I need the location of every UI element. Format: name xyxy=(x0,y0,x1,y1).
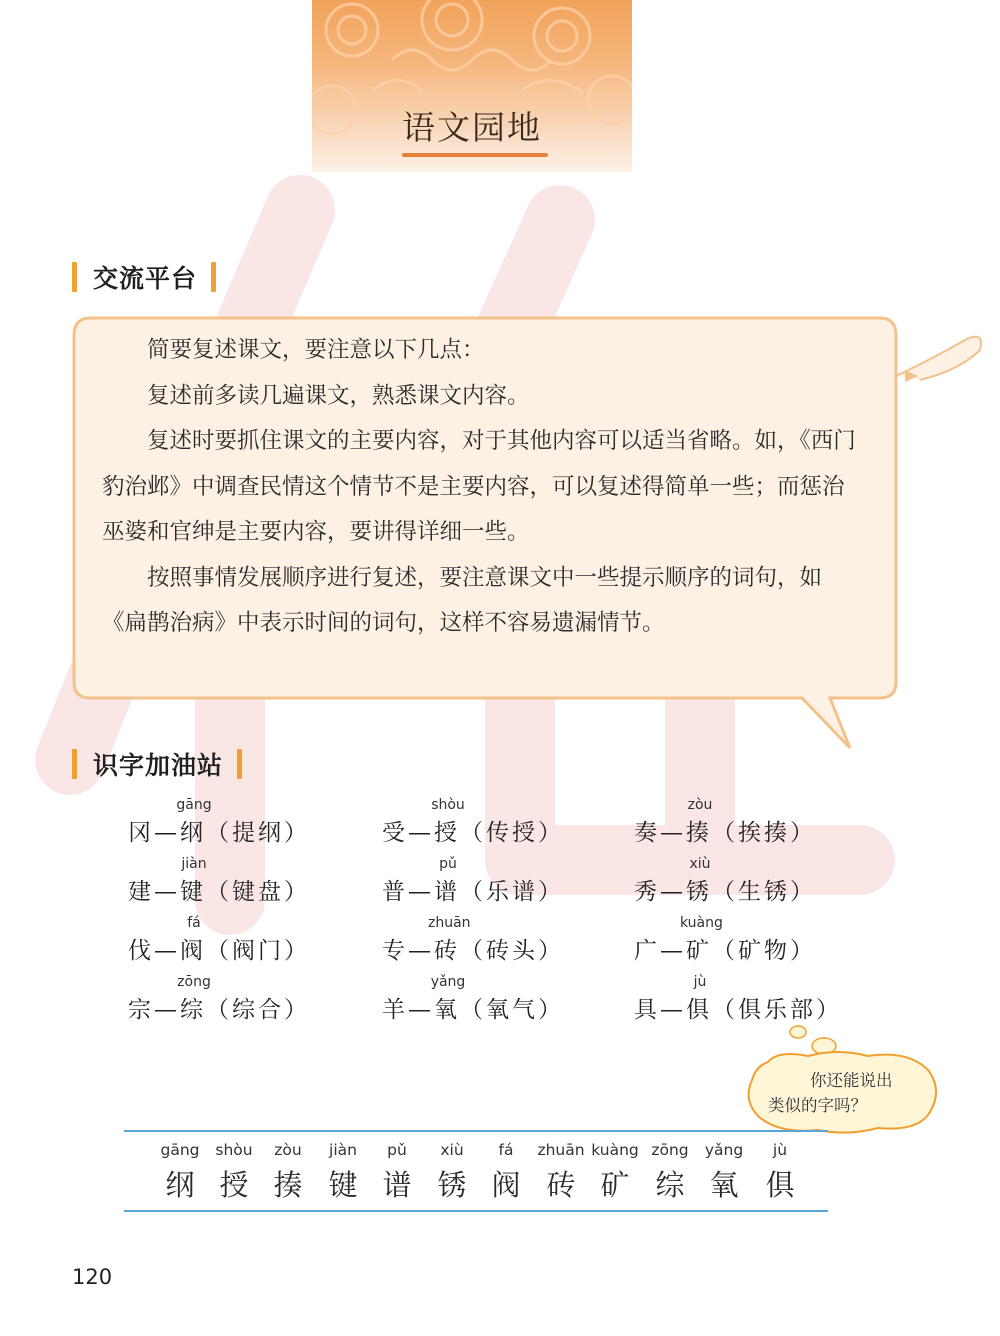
thought-bubble-text xyxy=(768,1068,928,1118)
pinyin: zòu xyxy=(274,1141,302,1159)
bottom-rule xyxy=(124,1210,828,1212)
thought-line: 你还能说出 xyxy=(810,1071,893,1090)
character-line: 冈—纲（提纲） xyxy=(128,820,310,846)
pinyin: zhuān xyxy=(537,1141,585,1159)
paragraph: 简要复述课文，要注意以下几点： xyxy=(147,337,485,363)
pinyin: pǔ xyxy=(439,856,457,872)
pinyin: kuàng xyxy=(680,915,723,931)
character-line: 宗—综（综合） xyxy=(128,997,310,1023)
hanzi: 纲 xyxy=(165,1168,195,1202)
heading-bar-left xyxy=(72,749,77,779)
character-line: 伐—阀（阀门） xyxy=(128,938,310,964)
pinyin: zōng xyxy=(177,974,211,990)
pinyin: shòu xyxy=(431,797,465,813)
word-item xyxy=(258,1141,318,1204)
pinyin: xiù xyxy=(689,856,711,872)
hanzi: 锈 xyxy=(437,1168,467,1202)
word-item xyxy=(150,1141,210,1204)
hanzi: 阀 xyxy=(491,1168,521,1202)
word-item xyxy=(422,1141,482,1204)
section-heading-label: 交流平台 xyxy=(93,264,198,293)
character-line: 羊—氧（氧气） xyxy=(382,997,564,1023)
section-heading-literacy xyxy=(72,746,242,782)
word-item xyxy=(585,1141,645,1204)
title-underline xyxy=(402,153,548,157)
character-line: 建—键（键盘） xyxy=(128,879,310,905)
pinyin: kuàng xyxy=(591,1141,639,1159)
word-item xyxy=(204,1141,264,1204)
hanzi: 氧 xyxy=(709,1168,739,1202)
title-banner xyxy=(312,0,632,172)
word-item xyxy=(367,1141,427,1204)
paragraph: 复述前多读几遍课文，熟悉课文内容。 xyxy=(147,382,530,409)
character-line: 秀—锈（生锈） xyxy=(634,879,816,905)
character-line: 普—谱（乐谱） xyxy=(382,879,564,905)
communication-text xyxy=(102,328,866,647)
character-line: 具—俱（俱乐部） xyxy=(634,997,842,1023)
hanzi: 揍 xyxy=(273,1168,303,1202)
pinyin: jù xyxy=(772,1141,788,1159)
pinyin: gāng xyxy=(160,1141,200,1159)
hanzi: 谱 xyxy=(382,1168,412,1202)
section-heading-communication xyxy=(72,259,216,295)
hanzi: 砖 xyxy=(546,1168,576,1202)
character-line: 受—授（传授） xyxy=(382,820,564,846)
word-item xyxy=(640,1141,700,1204)
character-line: 广—矿（矿物） xyxy=(634,938,816,964)
thought-line: 类似的字吗？ xyxy=(768,1096,867,1115)
word-item xyxy=(531,1141,591,1204)
hanzi: 矿 xyxy=(600,1168,630,1202)
pinyin: zòu xyxy=(687,797,713,813)
heading-bar-left xyxy=(72,262,77,292)
word-item xyxy=(750,1141,810,1204)
pinyin: fá xyxy=(187,915,201,931)
heading-bar-right xyxy=(237,749,242,779)
hanzi: 授 xyxy=(219,1168,249,1202)
word-item xyxy=(476,1141,536,1204)
page-title: 语文园地 xyxy=(402,108,542,147)
page-number: 120 xyxy=(72,1265,113,1289)
section-heading-label: 识字加油站 xyxy=(93,751,224,780)
hanzi: 键 xyxy=(328,1168,358,1202)
pinyin: zhuān xyxy=(428,915,471,931)
word-item xyxy=(694,1141,754,1204)
paragraph: 复述时要抓住课文的主要内容，对于其他内容可以适当省略。如，《西门豹治邺》中调查民情这个情节不是主要内容，可以复述得简单一些；而惩治巫婆和官绅是主要内容，要讲得详细一些。 xyxy=(102,428,856,545)
character-line: 奏—揍（挨揍） xyxy=(634,820,816,846)
paragraph: 按照事情发展顺序进行复述，要注意课文中一些提示顺序的词句，如《扁鹊治病》中表示时间的词句，这样不容易遗漏情节。 xyxy=(102,564,823,636)
pinyin: jiàn xyxy=(329,1141,357,1159)
pinyin: xiù xyxy=(440,1141,464,1159)
pinyin: gāng xyxy=(176,797,212,813)
top-rule xyxy=(124,1130,828,1132)
hanzi: 俱 xyxy=(765,1168,795,1202)
word-line xyxy=(150,1141,820,1201)
pinyin: shòu xyxy=(215,1141,253,1159)
heading-bar-right xyxy=(211,262,216,292)
pinyin: yǎng xyxy=(704,1141,744,1159)
hanzi: 综 xyxy=(655,1168,685,1202)
pinyin: jù xyxy=(693,974,707,990)
pinyin: pǔ xyxy=(387,1141,407,1159)
word-item xyxy=(313,1141,373,1204)
pinyin: yǎng xyxy=(430,974,466,990)
pinyin: zōng xyxy=(651,1141,689,1159)
character-line: 专—砖（砖头） xyxy=(382,938,564,964)
pinyin: fá xyxy=(498,1141,514,1159)
pinyin: jiàn xyxy=(181,856,207,872)
